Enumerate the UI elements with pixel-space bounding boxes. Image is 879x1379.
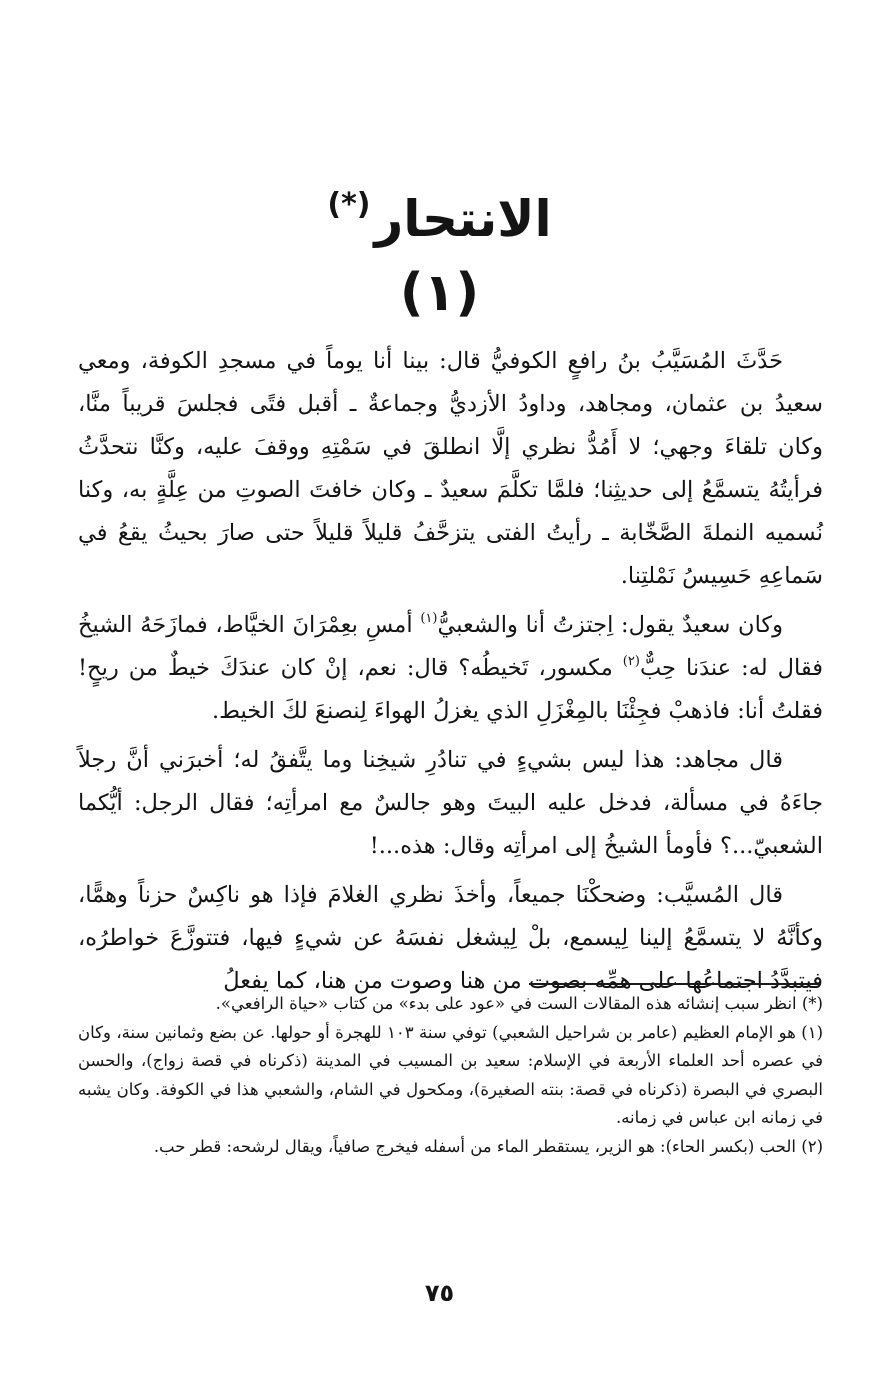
paragraph-1: حَدَّثَ المُسَيَّبُ بنُ رافعٍ الكوفيُّ قال: بينا أنا يوماً في مسجدِ الكوفة، ومعي سعيدُ بن عثمان، ومجاهد، وداودُ الأزديُّ وجماعةٌ ـ أقبل فتًى فجلسَ قريباً منَّا، وكان تلقاءَ وجهي؛ لا أَمُدُّ نظري إلَّا انطلقَ في سَمْتِهِ ووقفَ عليه، وكنَّا نتحدَّثُ فرأيتُهُ يتسمَّعُ إلى حديثِنا؛ فلمَّا تكلَّمَ سعيدٌ ـ وكان خافتَ الصوتِ من عِلَّةٍ به، وكنا نُسميه النملةَ الصَّخّابة ـ رأيتُ الفتى يتزحَّفُ قليلاً قليلاً حتى صارَ بحيثُ يقعُ في سَماعِهِ حَسِيسُ نَمْلتِنا. — [78, 348, 823, 589]
paragraph-2-part-1: وكان سعيدٌ يقول: اِجتزتُ أنا والشعبيُّ — [437, 612, 784, 638]
paragraph-2-part-2: أمسِ بعِمْرَانَ الخيَّاط، فمازَحَهُ الشيخُ فقال له: عندَنا حِبٌّ — [78, 612, 823, 681]
footnote-divider — [529, 983, 821, 985]
footnote-ref-2: (٢) — [622, 654, 640, 669]
body-text — [78, 340, 823, 1009]
chapter-title — [0, 170, 879, 254]
footnote-star: (*) انظر سبب إنشائه هذه المقالات الست في «عود على بدء» من كتاب «حياة الرافعي». — [215, 994, 823, 1013]
page-number: ٧٥ — [424, 1279, 455, 1307]
footnote-2: (٢) الحب (بكسر الحاء): هو الزير، يستقطر الماء من أسفله فيخرج صافياً، ويقال لرشحه: قطر حب. — [153, 1136, 823, 1156]
section-number: (١) — [399, 263, 480, 323]
paragraph-3: قال مجاهد: هذا ليس بشيءٍ في تنادُرِ شيخِنا وما يتَّفقُ له؛ أخبرَني أنَّ رجلاً جاءَهُ في مسألة، فدخل عليه البيتَ وهو جالسٌ مع امرأتِه؛ فقال الرجل: أيُّكما الشعبيّ...؟ فأومأ الشيخُ إلى امرأتِه وقال: هذه...! — [78, 747, 823, 859]
paragraph-4: قال المُسيَّب: وضحكْنَا جميعاً، وأخذَ نظري الغلامَ فإذا هو ناكِسٌ حزناً وهمًّا، وكأنَّهُ لا يتسمَّعُ إلينا لِيسمع، بلْ لِيشغل نفسَهُ عن شيءٍ فيها، فتتوزَّعَ خواطرُه، فيتبدَّدُ اجتماعُها على همِّه بصوت من هنا وصوت من هنا، كما يفعلُ — [78, 882, 823, 994]
chapter-title-text: الانتحار — [374, 190, 552, 248]
footnote-1: (١) هو الإمام العظيم (عامر بن شراحيل الشعبي) توفي سنة ١٠٣ للهجرة أو حولها. عن بضع وثمانين سنة، وكان في عصره أحد العلماء الأربعة في الإسلام: سعيد بن المسيب في المدينة (ذكرناه في قصة زواج)، والحسن البصري في البصرة (ذكرناه في قصة: بنته الصغيرة)، ومكحول في الشام، والشعبي هذا في الكوفة. وكان يشبه في زمانه ابن عباس في زمانه. — [78, 1022, 823, 1127]
title-footnote-marker: (*) — [327, 187, 371, 222]
paragraph-2 — [78, 604, 823, 733]
footnote-ref-1: (١) — [420, 611, 438, 626]
paragraph-2-part-3: مكسور، تَخيطُه؟ قال: نعم، إنْ كان عندَكَ خيطٌ من ريحٍ! فقلتُ أنا: فاذهبْ فجِئْنَا بالمِغْزَلِ الذي يغزلُ الهواءَ لِنصنعَ لكَ الخيط. — [78, 655, 823, 724]
footnotes — [78, 990, 823, 1161]
